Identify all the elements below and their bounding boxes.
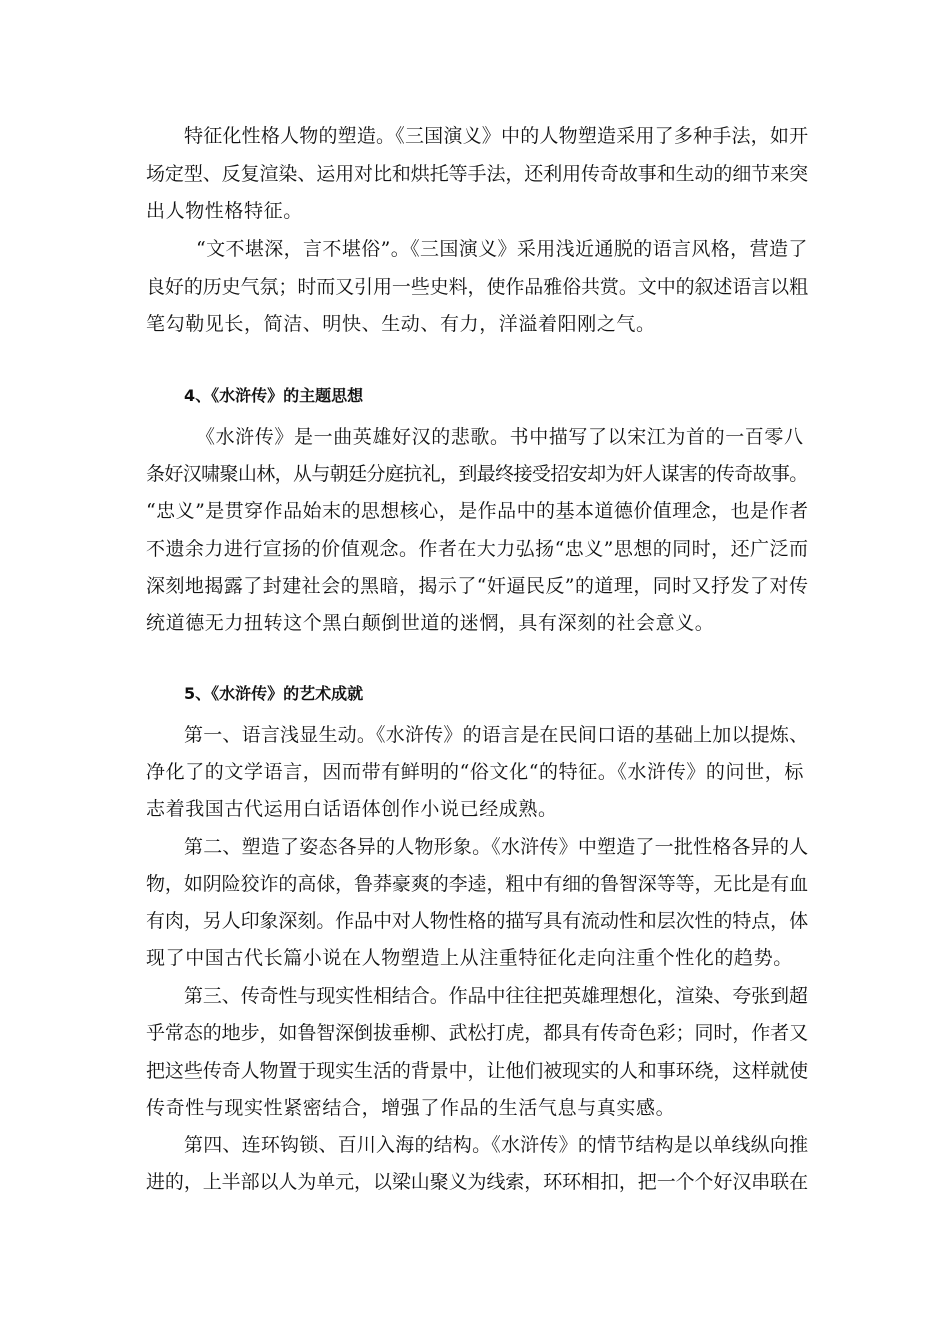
paragraph-line: 进的，上半部以人为单元，以梁山聚义为线索，环环相扣，把一个个好汉串联在 xyxy=(146,1171,809,1193)
paragraph-line: 统道德无力扭转这个黑白颠倒世道的迷惘，具有深刻的社会意义。 xyxy=(146,612,715,634)
paragraph-line: 传奇性与现实性紧密结合，增强了作品的生活气息与真实感。 xyxy=(146,1097,676,1119)
paragraph-line: 物，如阴险狡诈的高俅，鲁莽豪爽的李逵，粗中有细的鲁智深等等，无比是有血 xyxy=(146,873,809,895)
paragraph-line: 第四、连环钩锁、百川入海的结构。《水浒传》的情节结构是以单线纵向推 xyxy=(184,1134,809,1156)
paragraph-line: 良好的历史气氛；时而又引用一些史料，使作品雅俗共赏。文中的叙述语言以粗 xyxy=(146,276,809,298)
paragraph-line: “忠义”是贯穿作品始末的思想核心，是作品中的基本道德价值理念，也是作者 xyxy=(146,500,809,522)
paragraph-line: 出人物性格特征。 xyxy=(146,200,303,222)
paragraph-line: 不遗余力进行宣扬的价值观念。作者在大力弘扬“忠义”思想的同时，还广泛而 xyxy=(146,538,809,560)
paragraph-line: 第三、传奇性与现实性相结合。作品中往往把英雄理想化，渲染、夸张到超 xyxy=(184,985,808,1007)
paragraph-line: 第一、语言浅显生动。《水浒传》的语言是在民间口语的基础上加以提炼、 xyxy=(184,724,809,746)
paragraph-line: 净化了的文学语言，因而带有鲜明的“俗文化“的特征。《水浒传》的问世，标 xyxy=(146,761,804,783)
paragraph-line: 第二、塑造了姿态各异的人物形象。《水浒传》中塑造了一批性格各异的人 xyxy=(184,836,809,858)
paragraph-line: 条好汉啸聚山林，从与朝廷分庭抗礼，到最终接受招安却为奸人谋害的传奇故事。 xyxy=(146,463,808,485)
paragraph-line: “文不堪深，言不堪俗”。《三国演义》采用浅近通脱的语言风格，营造了 xyxy=(196,238,808,260)
paragraph-line: 有肉，另人印象深刻。作品中对人物性格的描写具有流动性和层次性的特点，体 xyxy=(146,910,809,932)
section-heading: 4、《水浒传》的主题思想 xyxy=(184,386,364,405)
paragraph-line: 笔勾勒见长，简洁、明快、生动、有力，洋溢着阳刚之气。 xyxy=(146,313,656,335)
paragraph-line: 把这些传奇人物置于现实生活的背景中，让他们被现实的人和事环绕，这样就使 xyxy=(146,1060,809,1082)
paragraph-line: 乎常态的地步，如鲁智深倒拔垂柳、武松打虎，都具有传奇色彩；同时，作者又 xyxy=(146,1022,809,1044)
paragraph-line: 特征化性格人物的塑造。《三国演义》中的人物塑造采用了多种手法，如开 xyxy=(184,125,809,147)
paragraph-line: 场定型、反复渲染、运用对比和烘托等手法，还利用传奇故事和生动的细节来突 xyxy=(146,163,809,185)
paragraph-line: 现了中国古代长篇小说在人物塑造上从注重特征化走向注重个性化的趋势。 xyxy=(146,947,793,969)
paragraph-line: 深刻地揭露了封建社会的黑暗，揭示了“奸逼民反”的道理，同时又抒发了对传 xyxy=(146,575,809,597)
section-heading: 5、《水浒传》的艺术成就 xyxy=(184,684,364,703)
paragraph-line: 《水浒传》是一曲英雄好汉的悲歌。书中描写了以宋江为首的一百零八 xyxy=(196,426,804,448)
paragraph-line: 志着我国古代运用白话语体创作小说已经成熟。 xyxy=(146,798,558,820)
